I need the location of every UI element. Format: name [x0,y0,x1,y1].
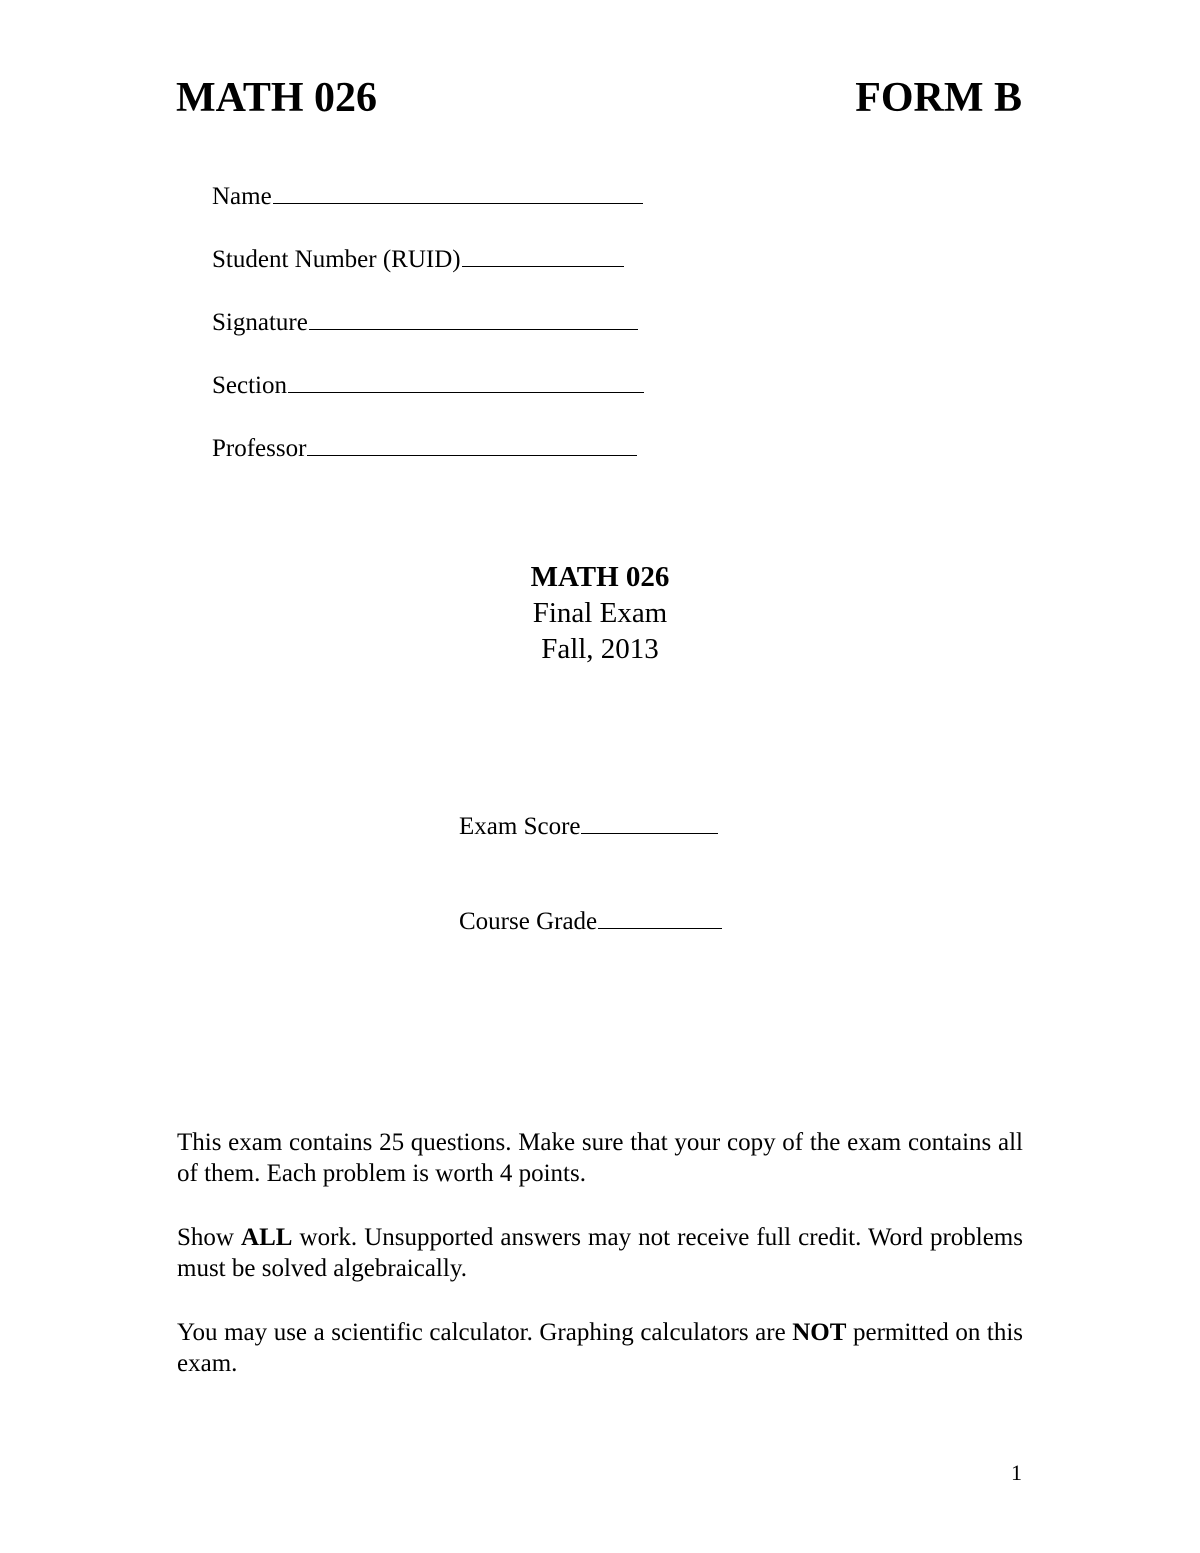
professor-input-line[interactable] [307,433,637,456]
course-grade-label: Course Grade [459,908,598,935]
section-field [212,370,644,401]
exam-score-label: Exam Score [459,813,581,840]
section-label: Section [212,372,287,399]
instructions-p3-end: permitted on this exam. [177,1319,1023,1377]
course-grade-field [459,906,722,937]
exam-course-title: MATH 026 [530,561,670,593]
name-input-line[interactable] [273,181,643,204]
course-header: MATH 026 [176,75,378,121]
instructions-p3-emphasis: NOT [792,1319,847,1346]
section-input-line[interactable] [288,370,644,393]
instructions-paragraph-1: This exam contains 25 questions. Make sure that your copy of the exam contains all of them. Each problem is worth 4 points. [177,1129,1023,1187]
instructions-p2-emphasis: ALL [241,1224,293,1251]
form-header: FORM B [855,75,1022,121]
signature-input-line[interactable] [309,307,638,330]
exam-name: Final Exam [532,597,668,629]
student-number-field [212,244,624,275]
name-label: Name [212,183,272,210]
professor-label: Professor [212,435,307,462]
instructions-p2-end: work. Unsupported answers may not receive full credit. Word problems must be solved algebraically. [177,1224,1023,1282]
signature-label: Signature [212,309,308,336]
exam-score-input-line[interactable] [581,811,718,834]
instructions-p3-start: You may use a scientific calculator. Graphing calculators are [177,1319,793,1346]
exam-score-field [459,811,718,842]
professor-field [212,433,637,464]
page-number: 1 [1011,1460,1022,1485]
exam-term: Fall, 2013 [541,633,659,665]
student-number-label: Student Number (RUID) [212,246,461,273]
instructions-p2-start: Show [177,1224,242,1251]
name-field [212,181,643,212]
instructions-paragraph-2 [177,1222,1023,1284]
exam-title-block [0,559,1200,667]
signature-field [212,307,638,338]
student-number-input-line[interactable] [462,244,624,267]
course-grade-input-line[interactable] [598,906,722,929]
instructions-paragraph-3 [177,1317,1023,1379]
